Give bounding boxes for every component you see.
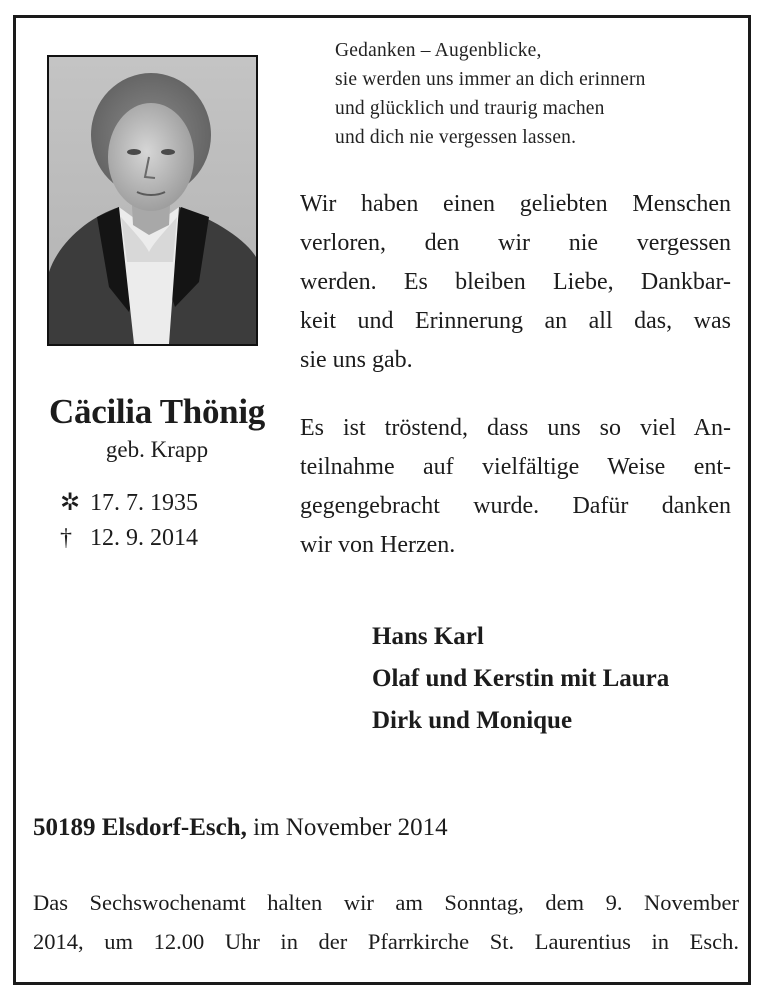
verse-line: und dich nie vergessen lassen.: [335, 127, 577, 148]
verse-line: sie werden uns immer an dich erinnern: [335, 69, 646, 90]
paragraph-thanks: [300, 409, 731, 565]
paragraph-line: Es ist tröstend, dass uns so viel An-: [300, 415, 731, 441]
paragraph-line: wir von Herzen.: [300, 532, 456, 558]
birth-date: 17. 7. 1935: [90, 490, 198, 516]
service-line: Das Sechswochenamt halten wir am Sonntag, dem 9. November: [33, 890, 739, 915]
paragraph-line: verloren, den wir nie vergessen: [300, 230, 731, 256]
place-town: 50189 Elsdorf-Esch,: [33, 814, 247, 841]
death-date-row: [60, 521, 198, 556]
life-dates: [60, 486, 198, 556]
birth-name: geb. Krapp: [105, 437, 209, 462]
paragraph-line: teilnahme auf vielfältige Weise ent-: [300, 454, 731, 480]
paragraph-line: keit und Erinnerung an all das, was: [300, 308, 731, 334]
cross-icon: †: [60, 525, 72, 551]
signer: Dirk und Monique: [372, 707, 573, 734]
paragraph-line: gegengebracht wurde. Dafür danken: [300, 493, 731, 519]
death-date: 12. 9. 2014: [90, 525, 198, 551]
signers: [372, 616, 669, 742]
signer: Hans Karl: [372, 623, 484, 650]
place-date-line: [33, 814, 448, 842]
verse-line: und glücklich und traurig machen: [335, 98, 605, 119]
star-icon: ✲: [60, 490, 81, 516]
deceased-name: Cäcilia Thönig: [49, 392, 265, 431]
place-date: im November 2014: [253, 814, 448, 841]
service-line: 2014, um 12.00 Uhr in der Pfarrkirche St. Laurentius in Esch.: [33, 929, 739, 954]
portrait-photo: [47, 55, 258, 346]
birth-date-row: [60, 486, 198, 521]
paragraph-line: Wir haben einen geliebten Menschen: [300, 191, 731, 217]
paragraph-line: sie uns gab.: [300, 347, 413, 373]
verse: [335, 36, 646, 152]
paragraph-loss: [300, 185, 731, 380]
paragraph-line: werden. Es bleiben Liebe, Dankbar-: [300, 269, 731, 295]
verse-line: Gedanken – Augenblicke,: [335, 40, 542, 61]
signer: Olaf und Kerstin mit Laura: [372, 665, 670, 692]
service-notice: [33, 883, 739, 961]
